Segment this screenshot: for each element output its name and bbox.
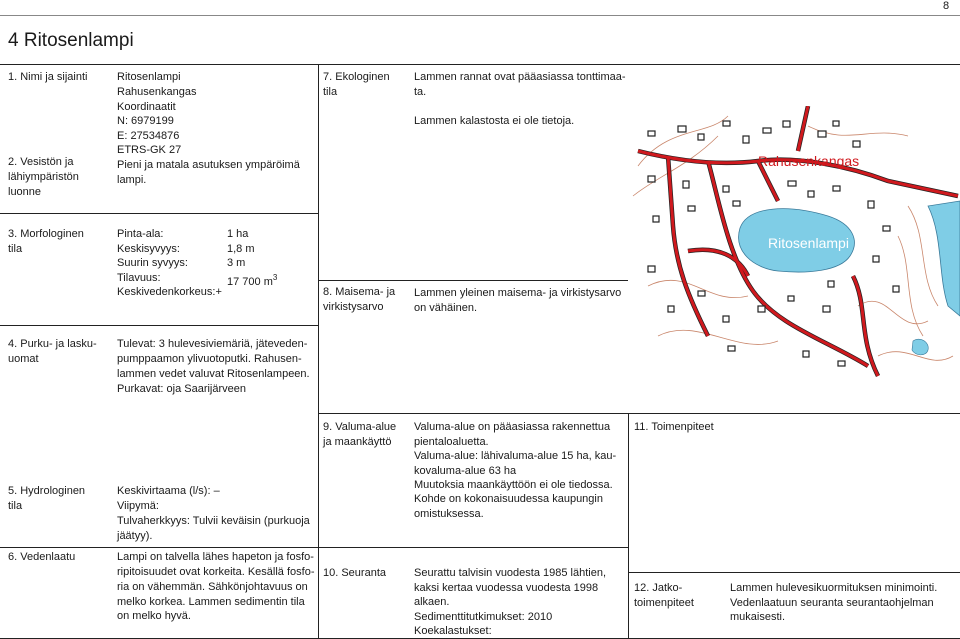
value-line: Seurattu talvisin vuodesta 1985 lähtien, [414, 567, 607, 579]
map-svg [628, 106, 960, 381]
label-jatkotoimenpiteet: toimenpiteet [634, 597, 694, 609]
morph-value: 3 m [227, 257, 246, 269]
value-line: omistuksessa. [414, 508, 484, 520]
label-morfologinen-tila: 3. Morfologinen [8, 228, 84, 240]
value-line: Lampi on talvella lähes hapeton ja fosfo- [117, 551, 314, 563]
volume-value: 17 700 m [227, 276, 273, 288]
label-hydrologinen-tila: 5. Hydrologinen [8, 485, 86, 497]
label-purku-ja-laskuuomat: 4. Purku- ja lasku- [8, 338, 97, 350]
value-line: Lammen rannat ovat pääasiassa tonttimaa- [414, 71, 626, 83]
label-maisema-ja-virkistysarvo: 8. Maisema- ja [323, 286, 396, 298]
value-line: melko korkea. Lammen sedimentin tila [117, 596, 305, 608]
label-vedenlaatu: 6. Vedenlaatu [8, 551, 76, 563]
table-rule [318, 280, 628, 281]
value-line: Pieni ja matala asutuksen ympäröimä [117, 159, 300, 171]
table-rule [318, 64, 319, 639]
label-jatkotoimenpiteet: 12. Jatko- [634, 582, 683, 594]
label-purku-ja-laskuuomat: uomat [8, 353, 39, 365]
label-toimenpiteet: 11. Toimenpiteet [634, 421, 714, 433]
label-vesiston-luonne: luonne [8, 186, 42, 198]
value-line: ta. [414, 86, 427, 98]
label-valuma-alue: ja maankäyttö [323, 436, 392, 448]
value-line: ETRS-GK 27 [117, 144, 182, 156]
value-line: lampi. [117, 174, 147, 186]
table-rule [0, 64, 960, 65]
value-line: Koordinaatit [117, 101, 176, 113]
value-line: lammen vedet valuvat Ritosenlampeen. [117, 368, 310, 380]
label-vesiston-luonne: 2. Vesistön ja [8, 156, 74, 168]
header-rule [0, 15, 960, 16]
label-hydrologinen-tila: tila [8, 500, 23, 512]
value-line: Sedimenttitutkimukset: 2010 [414, 611, 553, 623]
table-rule [628, 572, 960, 573]
morph-value-volume [227, 271, 277, 290]
label-morfologinen-tila: tila [8, 243, 23, 255]
label-valuma-alue: 9. Valuma-alue [323, 421, 397, 433]
value-line: Koekalastukset: [414, 625, 492, 637]
value-line: Kohde on kokonaisuudessa kaupungin [414, 493, 603, 505]
value-line: ripitoisuudet ovat korkeita. Kesällä fosfo- [117, 566, 315, 578]
value-line: E: 27534876 [117, 130, 180, 142]
value-line: on melko hyvä. [117, 610, 191, 622]
value-line: Vedenlaatuun seuranta seurantaohjelman [730, 597, 934, 609]
value-line: pumppaamon ylivuotoputki. Rahusen- [117, 353, 302, 365]
value-line: jäätyy). [117, 530, 153, 542]
value-line: pientaloaluetta. [414, 436, 489, 448]
value-line: Tulvaherkkyys: Tulvii keväisin (purkuoja [117, 515, 310, 527]
table-rule [628, 413, 629, 639]
map-label-ritosenlampi: Ritosenlampi [768, 235, 849, 251]
pond-small [912, 339, 928, 355]
label-nimi-ja-sijainti: 1. Nimi ja sijainti [8, 71, 88, 83]
value-line: Rahusenkangas [117, 86, 197, 98]
value-line: Keskivirtaama (l/s): – [117, 485, 220, 497]
label-maisema-ja-virkistysarvo: virkistysarvo [323, 301, 384, 313]
value-line: Valuma-alue: lähivaluma-alue 15 ha, kau- [414, 450, 617, 462]
value-line: N: 6979199 [117, 115, 174, 127]
value-line: on vähäinen. [414, 302, 477, 314]
value-line: Valuma-alue on pääasiassa rakennettua [414, 421, 611, 433]
volume-unit-exponent: 3 [272, 273, 278, 282]
morph-key: Keskivedenkorkeus:+ [117, 286, 222, 298]
map-label-rahusenkangas: Rahusenkangas [758, 153, 860, 169]
page-number: 8 [943, 0, 950, 12]
morph-key: Pinta-ala: [117, 228, 164, 240]
table-rule [318, 413, 960, 414]
value-line: Lammen hulevesikuormituksen minimointi. [730, 582, 938, 594]
label-vesiston-luonne: lähiympäristön [8, 171, 79, 183]
value-line: Ritosenlampi [117, 71, 181, 83]
location-map [628, 106, 960, 381]
value-line: Lammen kalastosta ei ole tietoja. [414, 115, 575, 127]
value-line: mukaisesti. [730, 611, 786, 623]
value-line: Lammen yleinen maisema- ja virkistysarvo [414, 287, 622, 299]
label-seuranta: 10. Seuranta [323, 567, 386, 579]
morph-key: Keskisyvyys: [117, 243, 180, 255]
value-line: kovaluma-alue 63 ha [414, 465, 517, 477]
morph-key: Tilavuus: [117, 272, 161, 284]
value-line: Purkavat: oja Saarijärveen [117, 383, 247, 395]
value-line: Viipymä: [117, 500, 159, 512]
shore-water [928, 201, 960, 316]
value-line: Muutoksia maankäyttöön ei ole tiedossa. [414, 479, 613, 491]
value-line: Tulevat: 3 hulevesiviemäriä, jäteveden- [117, 338, 308, 350]
label-ekologinen-tila: 7. Ekologinen [323, 71, 390, 83]
value-line: alkaen. [414, 596, 450, 608]
value-line: kaksi kertaa vuodessa vuodesta 1998 [414, 582, 599, 594]
table-rule [0, 547, 628, 548]
table-rule [0, 213, 318, 214]
table-rule [0, 325, 318, 326]
morph-key: Suurin syvyys: [117, 257, 188, 269]
page-title: 4 Ritosenlampi [8, 30, 134, 51]
value-line: ria on vähemmän. Sähkönjohtavuus on [117, 581, 308, 593]
morph-value: 1,8 m [227, 243, 255, 255]
morph-value: 1 ha [227, 228, 249, 240]
label-ekologinen-tila: tila [323, 86, 338, 98]
